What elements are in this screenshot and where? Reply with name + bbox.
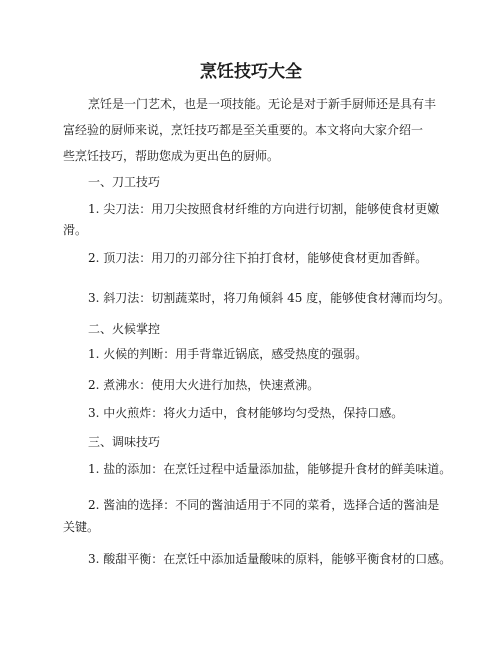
section-heading: 一、刀工技巧 [88, 175, 161, 189]
list-item-line: 1. 盐的添加：在烹饪过程中适量添加盐，能够提升食材的鲜美味道。 [88, 462, 452, 476]
intro-line: 富经验的厨师来说，烹饪技巧都是至关重要的。本文将向大家介绍一 [63, 123, 424, 137]
document-title: 烹饪技巧大全 [200, 62, 302, 82]
list-item-line: 1. 尖刀法：用刀尖按照食材纤维的方向进行切割，能够使食材更嫩 [88, 202, 440, 216]
list-item-line: 2. 酱油的选择：不同的酱油适用于不同的菜肴，选择合适的酱油是 [88, 498, 440, 512]
list-item-line: 2. 顶刀法：用刀的刃部分往下拍打食材，能够使食材更加香鲜。 [88, 251, 428, 265]
list-item-line: 滑。 [63, 223, 88, 237]
list-item-line: 3. 中火煎炸：将火力适中，食材能够均匀受热，保持口感。 [88, 406, 404, 420]
list-item-line: 3. 斜刀法：切割蔬菜时，将刀角倾斜 45 度，能够使食材薄而均匀。 [88, 291, 451, 305]
list-item-line: 2. 煮沸水：使用大火进行加热，快速煮沸。 [88, 378, 320, 392]
intro-line: 些烹饪技巧，帮助您成为更出色的厨师。 [63, 149, 280, 163]
list-item-line: 关键。 [63, 520, 100, 534]
section-heading: 三、调味技巧 [88, 435, 161, 449]
list-item-line: 1. 火候的判断：用手背靠近锅底，感受热度的强弱。 [88, 347, 368, 361]
list-item-line: 3. 酸甜平衡：在烹饪中添加适量酸味的原料，能够平衡食材的口感。 [88, 552, 452, 566]
section-heading: 二、火候掌控 [88, 322, 161, 336]
intro-line: 烹饪是一门艺术，也是一项技能。无论是对于新手厨师还是具有丰 [88, 97, 437, 111]
